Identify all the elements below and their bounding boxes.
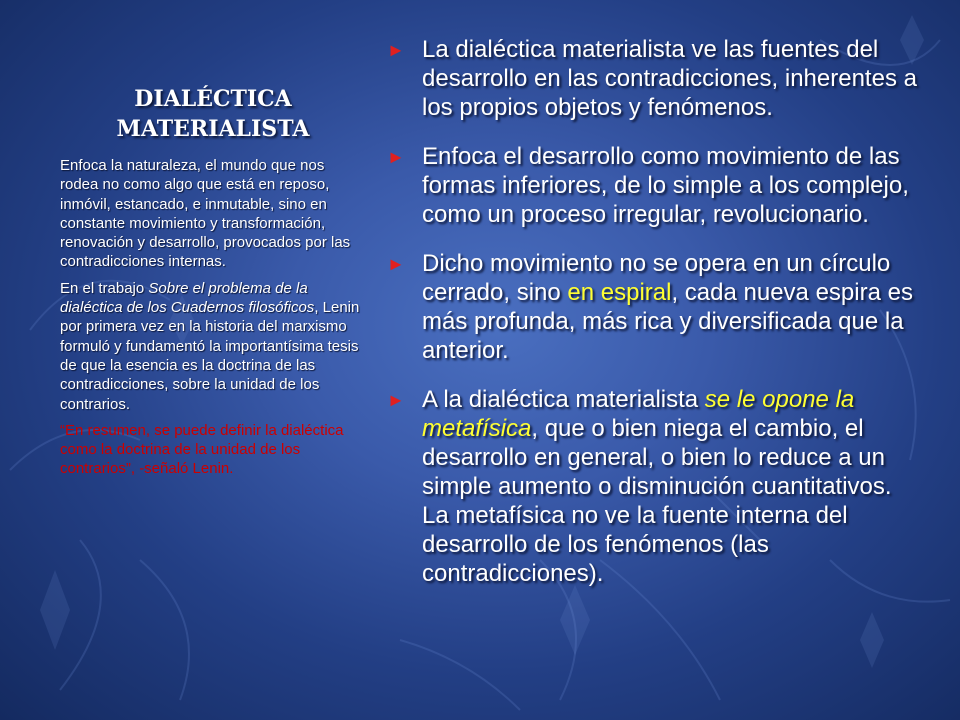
bullet-item — [387, 385, 917, 588]
bullet-text-3-end: , cada nueva espira es más profunda, más rica y diversificada que la anterior. — [422, 279, 913, 364]
bullet-text-3-start: Dicho movimiento no se opera en un círculo cerrado, sino — [422, 250, 891, 306]
lenin-paragraph — [60, 279, 366, 414]
bullet-list — [387, 35, 917, 588]
bullet-text-4-start: A la dialéctica materialista — [422, 386, 705, 413]
bullet-text-2: Enfoca el desarrollo como movimiento de las formas inferiores, de lo simple a los complejo, como un proceso irregular, revolucionario. — [422, 143, 909, 228]
bullet-text-4-end: , que o bien niega el cambio, el desarrollo en general, o bien lo reduce a un simple aumento o disminución cuantitativos. La metafísica no ve la fuente interna del desarrollo de los fenómenos (las contradicciones). — [422, 415, 892, 587]
lenin-paragraph-start: En el trabajo — [60, 279, 149, 297]
left-column — [60, 84, 366, 479]
bullet-text-1: La dialéctica materialista ve las fuentes del desarrollo en las contradicciones, inherentes a los propios objetos y fenómenos. — [422, 36, 917, 121]
lenin-quote: “En resumen, se puede definir la dialéctica como la doctrina de la unidad de los contrarios”, -señaló Lenin. — [60, 421, 344, 478]
work-title: Sobre el problema de la dialéctica de los Cuadernos filosóficos — [60, 279, 315, 317]
bullet-item — [387, 35, 917, 122]
slide-title — [60, 84, 366, 144]
right-triangle-arrow-icon: ► — [387, 254, 405, 274]
right-triangle-arrow-icon: ► — [387, 40, 405, 60]
metaphysics-highlight: se le opone la metafísica — [422, 386, 855, 442]
right-triangle-arrow-icon: ► — [387, 147, 405, 167]
bullet-item — [387, 249, 917, 365]
intro-paragraph: Enfoca la naturaleza, el mundo que nos rodea no como algo que está en reposo, inmóvil, estancado, e inmutable, sino en constante movimiento y transformación, renovación y desarrollo, provocados por las contradicciones internas. — [60, 157, 351, 271]
spiral-highlight: en espiral — [567, 279, 672, 306]
bullet-item — [387, 142, 917, 229]
title-line-2: MATERIALISTA — [116, 116, 310, 142]
lenin-paragraph-end: , Lenin por primera vez en la historia del marxismo formuló y fundamentó la importantísima tesis de que la esencia es la doctrina de las contradicciones, sobre la unidad de los contrarios. — [60, 299, 360, 413]
right-triangle-arrow-icon: ► — [387, 390, 405, 410]
title-line-1: DIALÉCTICA — [134, 86, 292, 112]
